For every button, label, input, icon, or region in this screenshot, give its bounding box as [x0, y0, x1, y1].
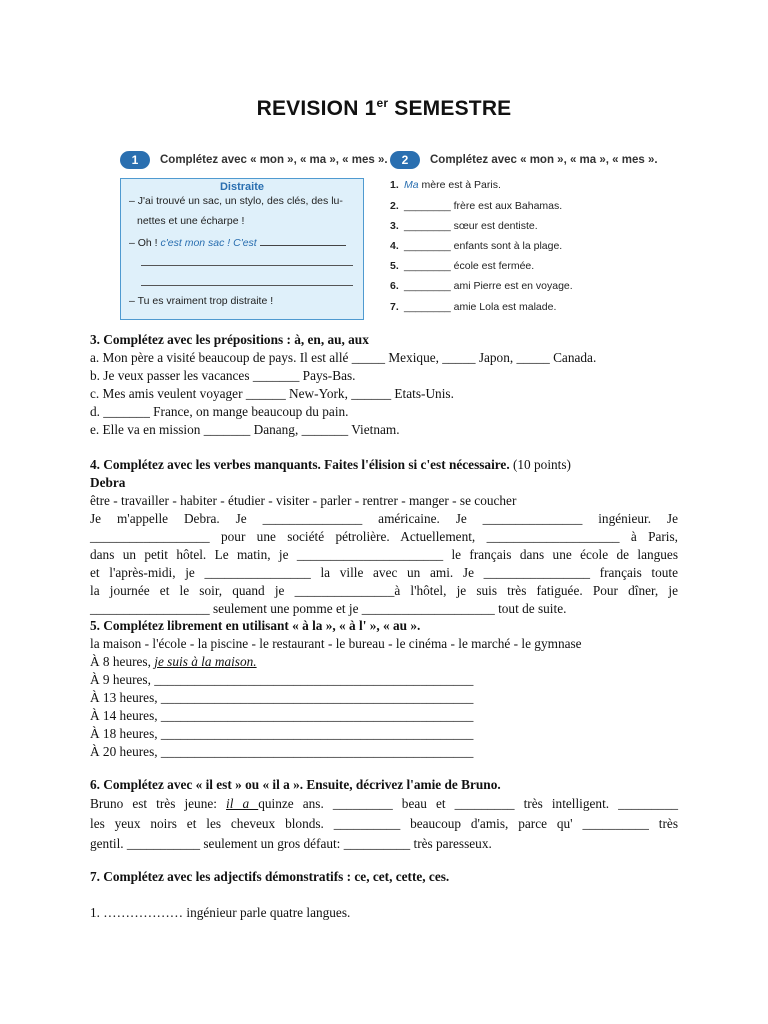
box-line-2: nettes et une écharpe ! [137, 215, 245, 227]
exercise-1-header [120, 151, 388, 169]
exercise-3-line-e: e. Elle va en mission _______ Danang, _______ Vietnam. [90, 422, 400, 437]
exercise-5-line: À 14 heures, _______________________________________________ [90, 708, 474, 723]
exercise-5-example: À 8 heures, je suis à la maison. [90, 654, 257, 669]
list-item: 7. ________ amie Lola est malade. [390, 301, 557, 313]
exercise-1-box [120, 178, 364, 320]
list-item: 3. ________ sœur est dentiste. [390, 220, 538, 232]
exercise-5-line: À 18 heures, _______________________________________________ [90, 726, 474, 741]
exercise-5-line: À 20 heures, _______________________________________________ [90, 744, 474, 759]
exercise-6-paragraph: Bruno est très jeune: il a quinze ans. _________ beau et _________ très intelligent. _________ les yeux noirs et les cheveux blonds. __________ beaucoup d'amis, parce qu' __________ très gentil. ___________ seulement un gros défaut: __________ très paresseux. [90, 796, 679, 851]
exercise-3-line-b: b. Je veux passer les vacances _______ Pays-Bas. [90, 368, 356, 383]
exercise-3-line-a: a. Mon père a visité beaucoup de pays. Il est allé _____ Mexique, _____ Japon, _____ Canada. [90, 350, 597, 365]
exercise-number-badge: 2 [390, 151, 420, 169]
blank-line [141, 265, 353, 266]
exercise-5-heading: 5. Complétez librement en utilisant « à la », « à l' », « au ». [90, 618, 421, 633]
exercise-3-line-c: c. Mes amis veulent voyager ______ New-York, ______ Etats-Unis. [90, 386, 454, 401]
exercise-7-heading: 7. Complétez avec les adjectifs démonstratifs : ce, cet, cette, ces. [90, 869, 450, 884]
exercise-5-line: À 9 heures, ________________________________________________ [90, 672, 474, 687]
exercise-3-line-d: d. _______ France, on mange beaucoup du pain. [90, 404, 349, 419]
exercise-6-heading: 6. Complétez avec « il est » ou « il a ». Ensuite, décrivez l'amie de Bruno. [90, 777, 501, 792]
box-line-5: – Tu es vraiment trop distraite ! [129, 295, 274, 307]
page-title: REVISION 1er SEMESTRE [256, 96, 512, 120]
exercise-2-instruction: Complétez avec « mon », « ma », « mes ». [430, 154, 658, 166]
blank-line [260, 235, 346, 246]
list-item: 6. ________ ami Pierre est en voyage. [390, 280, 573, 292]
blank-line [141, 285, 353, 286]
exercise-number-badge: 1 [120, 151, 150, 169]
list-item: 4. ________ enfants sont à la plage. [390, 240, 563, 252]
list-item: 2. ________ frère est aux Bahamas. [390, 200, 563, 212]
list-item: 5. ________ école est fermée. [390, 260, 535, 272]
exercise-3-heading: 3. Complétez avec les prépositions : à, en, au, aux [90, 332, 369, 347]
exercise-5-places: la maison - l'école - la piscine - le restaurant - le bureau - le cinéma - le marché - le gymnase [90, 636, 582, 651]
list-item: 1. Ma mère est à Paris. [390, 179, 501, 191]
handwritten-answer: c'est mon sac ! C'est [160, 237, 257, 249]
exercise-4-paragraph: Je m'appelle Debra. Je _______________ américaine. Je _______________ ingénieur. Je __________________ pour une société pétrolière. Actuellement, ____________________ à Paris, dans un petit hôtel. Le matin, je ______________________ le français dans une école de langues et l'après-midi, je ________________ la ville avec un ami. Je ________________ français toute la journée et le soir, quand je _______________à l'hôtel, je suis très fatiguée. Pour dîner, je __________________ seulement une pomme et je ____________________ tout de suite. [90, 511, 678, 616]
box-title: Distraite [214, 181, 270, 193]
exercise-4-heading: 4. Complétez avec les verbes manquants. Faites l'élision si c'est nécessaire. (10 points) [90, 457, 571, 472]
exercise-2-header [390, 151, 658, 169]
exercise-4-name: Debra [90, 475, 126, 490]
box-line-3: – Oh ! c'est mon sac ! C'est [129, 235, 346, 249]
exercise-7-line-1: 1. ……………… ingénieur parle quatre langues. [90, 905, 351, 920]
exercise-1-instruction: Complétez avec « mon », « ma », « mes ». [160, 154, 388, 166]
exercise-5-line: À 13 heures, _______________________________________________ [90, 690, 474, 705]
box-line-1: – J'ai trouvé un sac, un stylo, des clés, des lu- [129, 195, 343, 207]
exercise-4-verbs: être - travailler - habiter - étudier - visiter - parler - rentrer - manger - se coucher [90, 493, 517, 508]
